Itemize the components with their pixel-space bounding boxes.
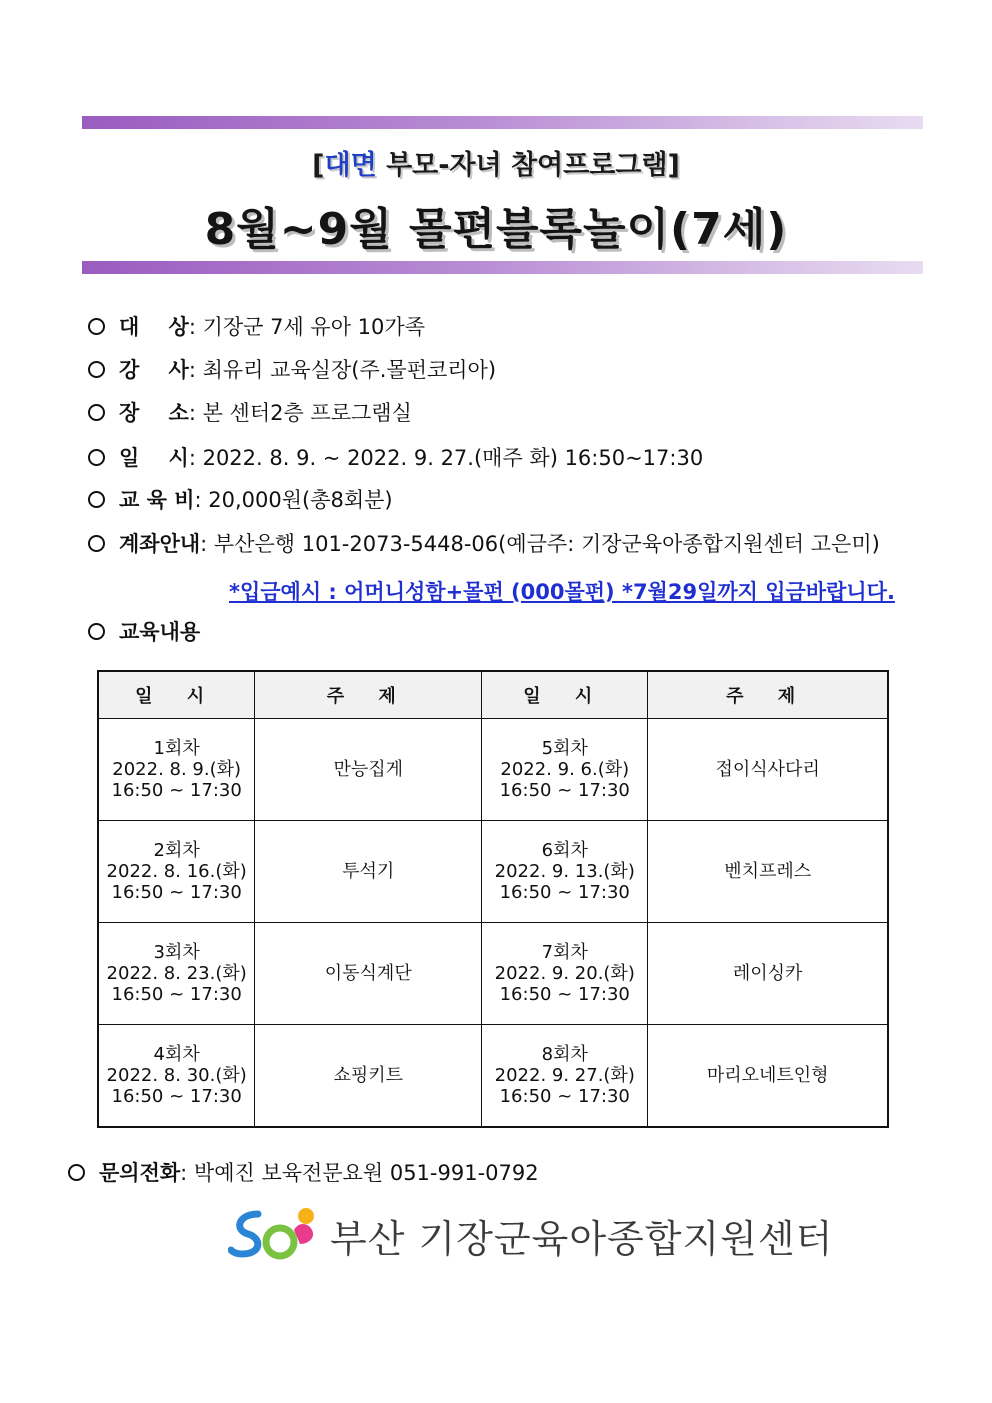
circle-bullet-icon xyxy=(88,623,105,640)
session-topic-cell: 접이식사다리 xyxy=(648,719,888,821)
contact-line xyxy=(68,1157,539,1187)
session-datetime-cell xyxy=(482,1025,648,1128)
session-topic-cell: 이동식계단 xyxy=(255,923,482,1025)
page-title: 8월~9월 몰편블록놀이(7세) xyxy=(204,204,788,255)
session-time: 16:50 ~ 17:30 xyxy=(499,882,630,903)
top-divider-bar xyxy=(82,116,923,129)
session-session: 2회차 xyxy=(153,840,200,861)
deposit-note: *입금예시 : 어머니성함+몰펀 (000몰펀) *7월29일까지 입금바랍니다. xyxy=(229,580,895,604)
info-label: 교 육 비 xyxy=(119,488,195,512)
session-date: 2022. 8. 9.(화) xyxy=(112,759,242,780)
session-topic-cell: 레이싱카 xyxy=(648,923,888,1025)
session-topic-cell: 만능집게 xyxy=(255,719,482,821)
header-date-right: 일 시 xyxy=(482,671,648,719)
session-datetime-cell xyxy=(482,719,648,821)
session-topic-cell: 벤치프레스 xyxy=(648,821,888,923)
content-heading xyxy=(88,618,200,646)
session-date: 2022. 9. 27.(화) xyxy=(494,1065,635,1086)
session-time: 16:50 ~ 17:30 xyxy=(499,780,630,801)
schedule-body xyxy=(98,719,888,1128)
session-time: 16:50 ~ 17:30 xyxy=(111,1086,242,1107)
table-row xyxy=(98,923,888,1025)
info-label: 장 소 xyxy=(119,401,189,425)
table-row xyxy=(98,1025,888,1128)
info-value: : 기장군 7세 유아 10가족 xyxy=(188,315,425,339)
info-label: 계좌안내 xyxy=(119,532,201,556)
table-header-row xyxy=(98,671,888,719)
sun-child-logo-icon xyxy=(228,1204,320,1266)
content-heading-label: 교육내용 xyxy=(119,620,201,644)
circle-bullet-icon xyxy=(88,318,105,335)
session-session: 5회차 xyxy=(541,738,588,759)
info-row xyxy=(88,356,496,384)
info-value: : 본 센터2층 프로그램실 xyxy=(188,401,412,425)
info-label: 일 시 xyxy=(119,446,189,470)
session-date: 2022. 9. 20.(화) xyxy=(494,963,635,984)
session-datetime-cell xyxy=(482,923,648,1025)
session-time: 16:50 ~ 17:30 xyxy=(111,882,242,903)
session-session: 6회차 xyxy=(541,840,588,861)
circle-bullet-icon xyxy=(88,491,105,508)
schedule-table xyxy=(97,670,889,1128)
session-date: 2022. 8. 16.(화) xyxy=(106,861,247,882)
info-value: : 최유리 교육실장(주.몰펀코리아) xyxy=(188,358,497,382)
session-topic-cell: 투석기 xyxy=(255,821,482,923)
session-session: 7회차 xyxy=(541,942,588,963)
circle-bullet-icon xyxy=(88,361,105,378)
session-session: 8회차 xyxy=(541,1044,588,1065)
session-time: 16:50 ~ 17:30 xyxy=(499,1086,630,1107)
session-time: 16:50 ~ 17:30 xyxy=(499,984,630,1005)
session-time: 16:50 ~ 17:30 xyxy=(111,984,242,1005)
subtitle-bracket: [ xyxy=(312,150,325,181)
session-session: 1회차 xyxy=(153,738,200,759)
header-topic-right: 주 제 xyxy=(648,671,888,719)
header-topic-left: 주 제 xyxy=(255,671,482,719)
session-datetime-cell xyxy=(98,923,255,1025)
table-row xyxy=(98,719,888,821)
center-logo xyxy=(228,1205,833,1265)
session-session: 3회차 xyxy=(153,942,200,963)
info-value: : 부산은행 101-2073-5448-06(예금주: 기장군육아종합지원센터 고은미) xyxy=(200,532,880,556)
info-row xyxy=(88,444,703,472)
session-topic-cell: 마리오네트인형 xyxy=(648,1025,888,1128)
info-value: : 20,000원(총8회분) xyxy=(194,488,393,512)
subtitle xyxy=(0,143,992,182)
bottom-divider-bar xyxy=(82,261,923,274)
session-datetime-cell xyxy=(98,821,255,923)
contact-label: 문의전화 xyxy=(99,1161,181,1185)
subtitle-rest: 부모-자녀 참여프로그램] xyxy=(376,150,680,181)
circle-bullet-icon xyxy=(88,535,105,552)
circle-bullet-icon xyxy=(88,404,105,421)
info-row xyxy=(88,530,880,558)
session-date: 2022. 8. 30.(화) xyxy=(106,1065,247,1086)
logo-text: 부산 기장군육아종합지원센터 xyxy=(330,1216,834,1261)
session-datetime-cell xyxy=(482,821,648,923)
info-row xyxy=(88,313,425,341)
subtitle-highlight: 대면 xyxy=(324,150,377,181)
circle-bullet-icon xyxy=(68,1164,85,1181)
table-row xyxy=(98,821,888,923)
session-time: 16:50 ~ 17:30 xyxy=(111,780,242,801)
info-label: 강 사 xyxy=(119,358,189,382)
session-session: 4회차 xyxy=(153,1044,200,1065)
session-datetime-cell xyxy=(98,719,255,821)
session-datetime-cell xyxy=(98,1025,255,1128)
header-date-left: 일 시 xyxy=(98,671,255,719)
contact-value: : 박예진 보육전문요원 051-991-0792 xyxy=(180,1161,539,1185)
session-date: 2022. 8. 23.(화) xyxy=(106,963,247,984)
info-value: : 2022. 8. 9. ~ 2022. 9. 27.(매주 화) 16:50~17:30 xyxy=(188,446,704,470)
info-label: 대 상 xyxy=(119,315,189,339)
info-row xyxy=(88,486,393,514)
session-date: 2022. 9. 13.(화) xyxy=(494,861,635,882)
session-date: 2022. 9. 6.(화) xyxy=(500,759,630,780)
circle-bullet-icon xyxy=(88,449,105,466)
session-topic-cell: 쇼핑키트 xyxy=(255,1025,482,1128)
info-row xyxy=(88,399,412,427)
